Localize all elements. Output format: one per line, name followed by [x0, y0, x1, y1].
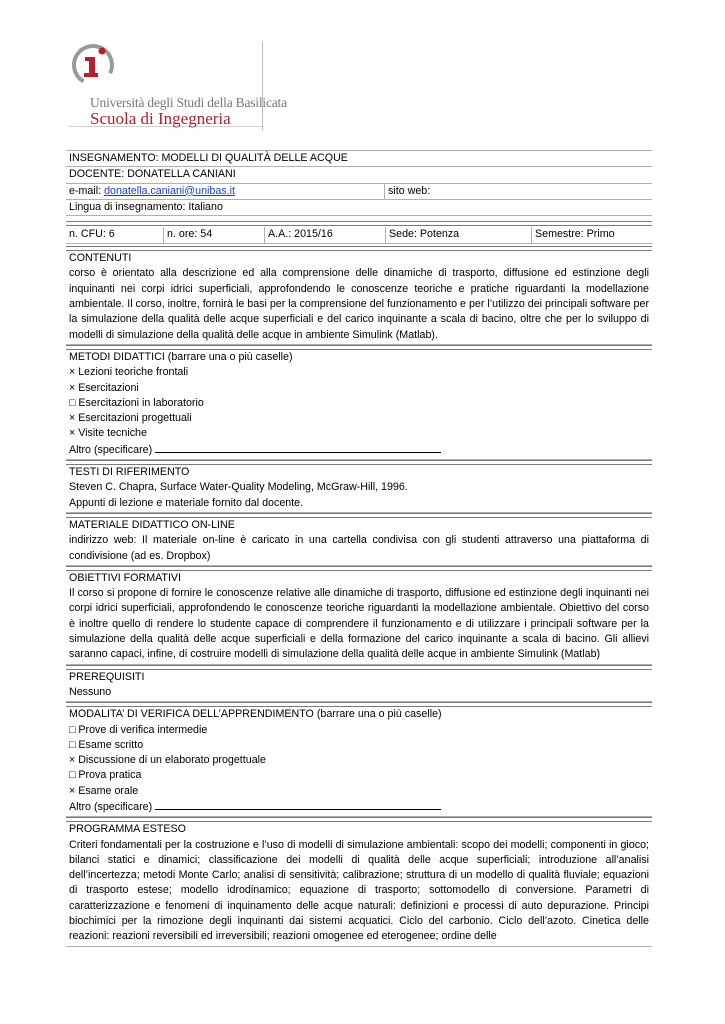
- info-row: [66, 226, 652, 244]
- section-modalita: [66, 707, 652, 817]
- metodi-item: × Lezioni teoriche frontali: [69, 366, 189, 379]
- section-testi: [66, 465, 652, 513]
- obiettivi-text: Il corso si propone di fornire le conoscenze relative alle dinamiche di trasporto, diffusione ed estinzione degli inquinanti nei corpi idrici superficiali, approfondendo le conoscenze teoriche riguardanti la modellazione ambientale. Obiettivo del corso è inoltre quello di rendere lo studente capace di comprendere il funzionamento e di utilizzare i principali software per la simulazione della qualità delle acque superficiali e della formazione del carico inquinante a scala di bacino. Gli allievi saranno capaci, infine, di costruire modelli di simulazione della qualità delle acque in ambiente Simulink (Matlab): [69, 587, 649, 661]
- metodi-altro-blank: [155, 442, 441, 453]
- programma-text: Criteri fondamentali per la costruzione e l’uso di modelli di simulazione ambientali: scopo dei modelli; componenti in gioco; bilanci statici e dinamici; classificazione dei modelli di qualità delle acque superficiali; introduzione all’analisi dell’incertezza; metodi Monte Carlo; analisi di sensitività; calibrazione; struttura di un modello di qualità fluviale; equazioni di trasporto estese; modello idrodinamico; equazione di trasporto; sottomodello di conversione. Parametri di caratterizzazione e fenomeni di inquinamento delle acque naturali: definizioni e processi di auto depurazione. Principi biochimici per la rimozione degli inquinanti dai sistemi acquatici. Ciclo del carbonio. Ciclo dell’azoto. Cinetica delle reazioni: reazioni reversibili ed irreversibili; reazioni omogenee ed eterogenee; ordine delle: [69, 838, 649, 943]
- course-sheet: [66, 150, 652, 947]
- section-programma: [66, 822, 652, 946]
- modalita-altro: [69, 799, 649, 815]
- testi-title: TESTI DI RIFERIMENTO: [69, 466, 190, 479]
- modalita-title: MODALITA’ DI VERIFICA DELL’APPRENDIMENTO (barrare una o più caselle): [69, 708, 442, 721]
- obiettivi-title: OBIETTIVI FORMATIVI: [69, 571, 182, 584]
- modalita-altro-label: Altro (specificare): [69, 800, 153, 813]
- section-materiale: [66, 518, 652, 566]
- school-name: Scuola di Ingegneria: [90, 109, 231, 128]
- testi-line: Steven C. Chapra, Surface Water-Quality Modeling, McGraw-Hill, 1996.: [69, 481, 408, 494]
- academic-year: A.A.: 2015/16: [265, 227, 386, 243]
- modalita-item: × Esame orale: [69, 784, 139, 797]
- hours: n. ore: 54: [164, 227, 265, 243]
- metodi-altro: [69, 442, 649, 458]
- modalita-item: □ Prova pratica: [69, 769, 142, 782]
- email-link[interactable]: donatella.caniani@unibas.it: [104, 184, 235, 197]
- location: Sede: Potenza: [386, 227, 532, 243]
- semester: Semestre: Primo: [535, 228, 615, 241]
- programma-title: PROGRAMMA ESTESO: [69, 823, 186, 836]
- section-metodi: [66, 350, 652, 460]
- modalita-altro-blank: [155, 799, 441, 810]
- testi-line: Appunti di lezione e materiale fornito dal docente.: [69, 496, 304, 509]
- teacher: DOCENTE: DONATELLA CANIANI: [66, 167, 652, 183]
- metodi-item: × Visite tecniche: [69, 427, 147, 440]
- website-cell: [385, 184, 652, 199]
- materiale-title: MATERIALE DIDATTICO ON-LINE: [69, 518, 235, 531]
- email-label: e-mail:: [69, 184, 102, 197]
- modalita-item: □ Prove di verifica intermedie: [69, 723, 208, 736]
- prerequisiti-text: Nessuno: [69, 685, 112, 698]
- metodi-altro-label: Altro (specificare): [69, 443, 153, 456]
- metodi-title: METODI DIDATTICI (barrare una o più caselle): [69, 350, 293, 363]
- modalita-item: □ Esame scritto: [69, 738, 144, 751]
- cfu: n. CFU: 6: [66, 227, 164, 243]
- section-contenuti: [66, 251, 652, 345]
- email-cell: [66, 184, 385, 199]
- contenuti-text: corso è orientato alla descrizione ed alla comprensione delle dinamiche di trasporto, diffusione ed estinzione degli inquinanti nei corpi idrici superficiali, approfondendo le conoscenze teoriche e pratiche riguardanti la modellazione ambientale. Il corso, inoltre, fornirà le basi per la comprensione del funzionamento e per l’utilizzo dei principali software per la simulazione della qualità delle acque superficiali e del carico inquinante a scala di bacino, oltre che per lo sviluppo di modelli di simulazione della qualità delle acque in ambiente Simulink (Matlab).: [69, 267, 649, 341]
- course-title: INSEGNAMENTO: MODELLI DI QUALITÀ DELLE ACQUE: [66, 150, 652, 167]
- metodi-item: □ Esercitazioni in laboratorio: [69, 396, 204, 409]
- contenuti-title: CONTENUTI: [69, 252, 132, 265]
- language: Lingua di insegnamento: Italiano: [66, 200, 652, 216]
- metodi-item: × Esercitazioni: [69, 381, 139, 394]
- metodi-item: × Esercitazioni progettuali: [69, 412, 192, 425]
- website-label: sito web:: [388, 184, 431, 197]
- section-prerequisiti: [66, 670, 652, 703]
- materiale-text: indirizzo web: Il materiale on-line è caricato in una cartella condivisa con gli studenti attraverso una piattaforma di condivisione (ad es. Dropbox): [69, 534, 649, 562]
- section-obiettivi: [66, 571, 652, 665]
- contact-row: [66, 184, 652, 200]
- modalita-item: × Discussione di un elaborato progettuale: [69, 754, 266, 767]
- university-name: Università degli Studi della Basilicata: [90, 95, 287, 110]
- logo-divider: [262, 42, 263, 130]
- prerequisiti-title: PREREQUISITI: [69, 670, 145, 683]
